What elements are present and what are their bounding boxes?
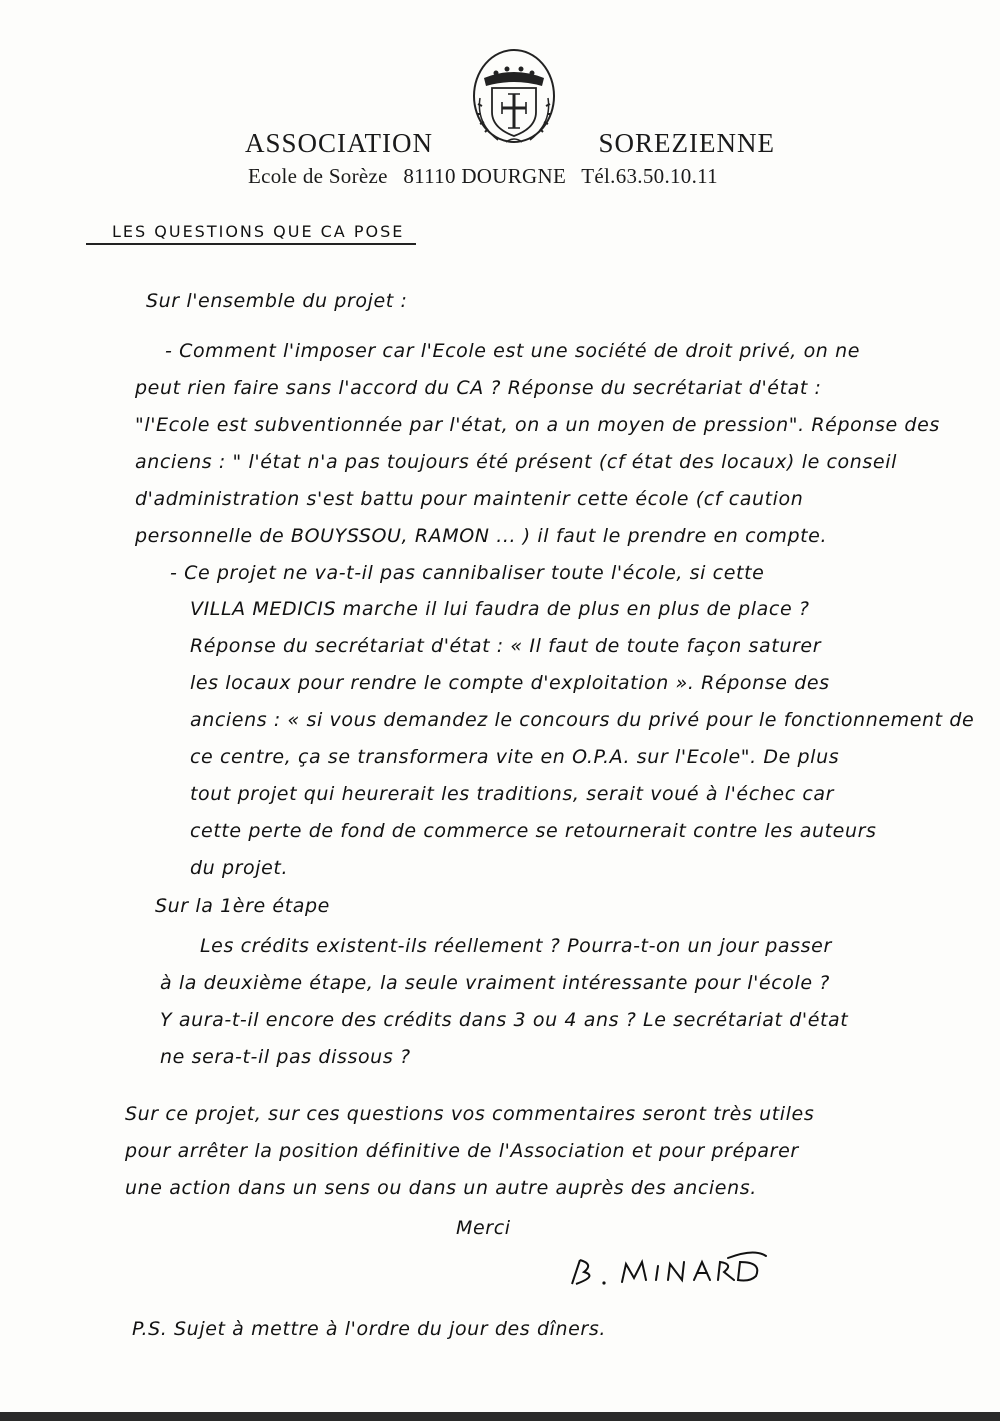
paragraph-line: ce centre, ça se transformera vite en O.P.A. sur l'Ecole". De plus — [190, 746, 840, 768]
paragraph-line: cette perte de fond de commerce se retournerait contre les auteurs — [190, 820, 877, 842]
paragraph-line: Réponse du secrétariat d'état : « Il faut de toute façon saturer — [190, 635, 822, 657]
paragraph-line: Les crédits existent-ils réellement ? Pourra-t-on un jour passer — [200, 935, 832, 957]
address-phone: Tél.63.50.10.11 — [581, 164, 718, 188]
org-name-right: SOREZIENNE — [598, 128, 775, 158]
paragraph-line: VILLA MEDICIS marche il lui faudra de plus en plus de place ? — [190, 598, 810, 620]
address-city: 81110 DOURGNE — [403, 164, 567, 188]
paragraph-line: Sur ce projet, sur ces questions vos commentaires seront très utiles — [125, 1103, 815, 1125]
paragraph-line: d'administration s'est battu pour maintenir cette école (cf caution — [135, 488, 804, 510]
section-title-first-stage: Sur la 1ère étape — [155, 895, 330, 917]
paragraph-line: peut rien faire sans l'accord du CA ? Réponse du secrétariat d'état : — [135, 377, 822, 399]
paragraph-line: personnelle de BOUYSSOU, RAMON ... ) il faut le prendre en compte. — [135, 525, 828, 547]
section-title-project: Sur l'ensemble du projet : — [146, 290, 408, 312]
scan-edge — [0, 1412, 1000, 1421]
letter-heading: LES QUESTIONS QUE CA POSE — [112, 222, 405, 241]
address-school: Ecole de Sorèze — [248, 164, 388, 188]
organization-name — [245, 128, 775, 159]
organization-address — [248, 164, 788, 189]
org-name-left: ASSOCIATION — [245, 128, 434, 158]
paragraph-line: "l'Ecole est subventionnée par l'état, on a un moyen de pression". Réponse des — [135, 414, 940, 436]
paragraph-line: du projet. — [190, 857, 289, 879]
paragraph-line: - Comment l'imposer car l'Ecole est une société de droit privé, on ne — [165, 340, 861, 362]
paragraph-line: - Ce projet ne va-t-il pas cannibaliser toute l'école, si cette — [170, 562, 765, 584]
paragraph-line: pour arrêter la position définitive de l'Association et pour préparer — [125, 1140, 799, 1162]
paragraph-line: une action dans un sens ou dans un autre auprès des anciens. — [125, 1177, 757, 1199]
paragraph-line: ne sera-t-il pas dissous ? — [160, 1046, 411, 1068]
paragraph-line: anciens : « si vous demandez le concours du privé pour le fonctionnement de — [190, 709, 975, 731]
paragraph-line: anciens : " l'état n'a pas toujours été présent (cf état des locaux) le conseil — [135, 451, 897, 473]
paragraph-line: les locaux pour rendre le compte d'exploitation ». Réponse des — [190, 672, 830, 694]
handwritten-signature — [568, 1246, 768, 1292]
paragraph-line: Y aura-t-il encore des crédits dans 3 ou 4 ans ? Le secrétariat d'état — [160, 1009, 849, 1031]
postscript: P.S. Sujet à mettre à l'ordre du jour des dîners. — [132, 1318, 606, 1340]
heading-underline — [86, 243, 416, 245]
paragraph-line: tout projet qui heurerait les traditions, serait voué à l'échec car — [190, 783, 835, 805]
closing-thanks: Merci — [456, 1217, 511, 1239]
paragraph-line: à la deuxième étape, la seule vraiment intéressante pour l'école ? — [160, 972, 830, 994]
